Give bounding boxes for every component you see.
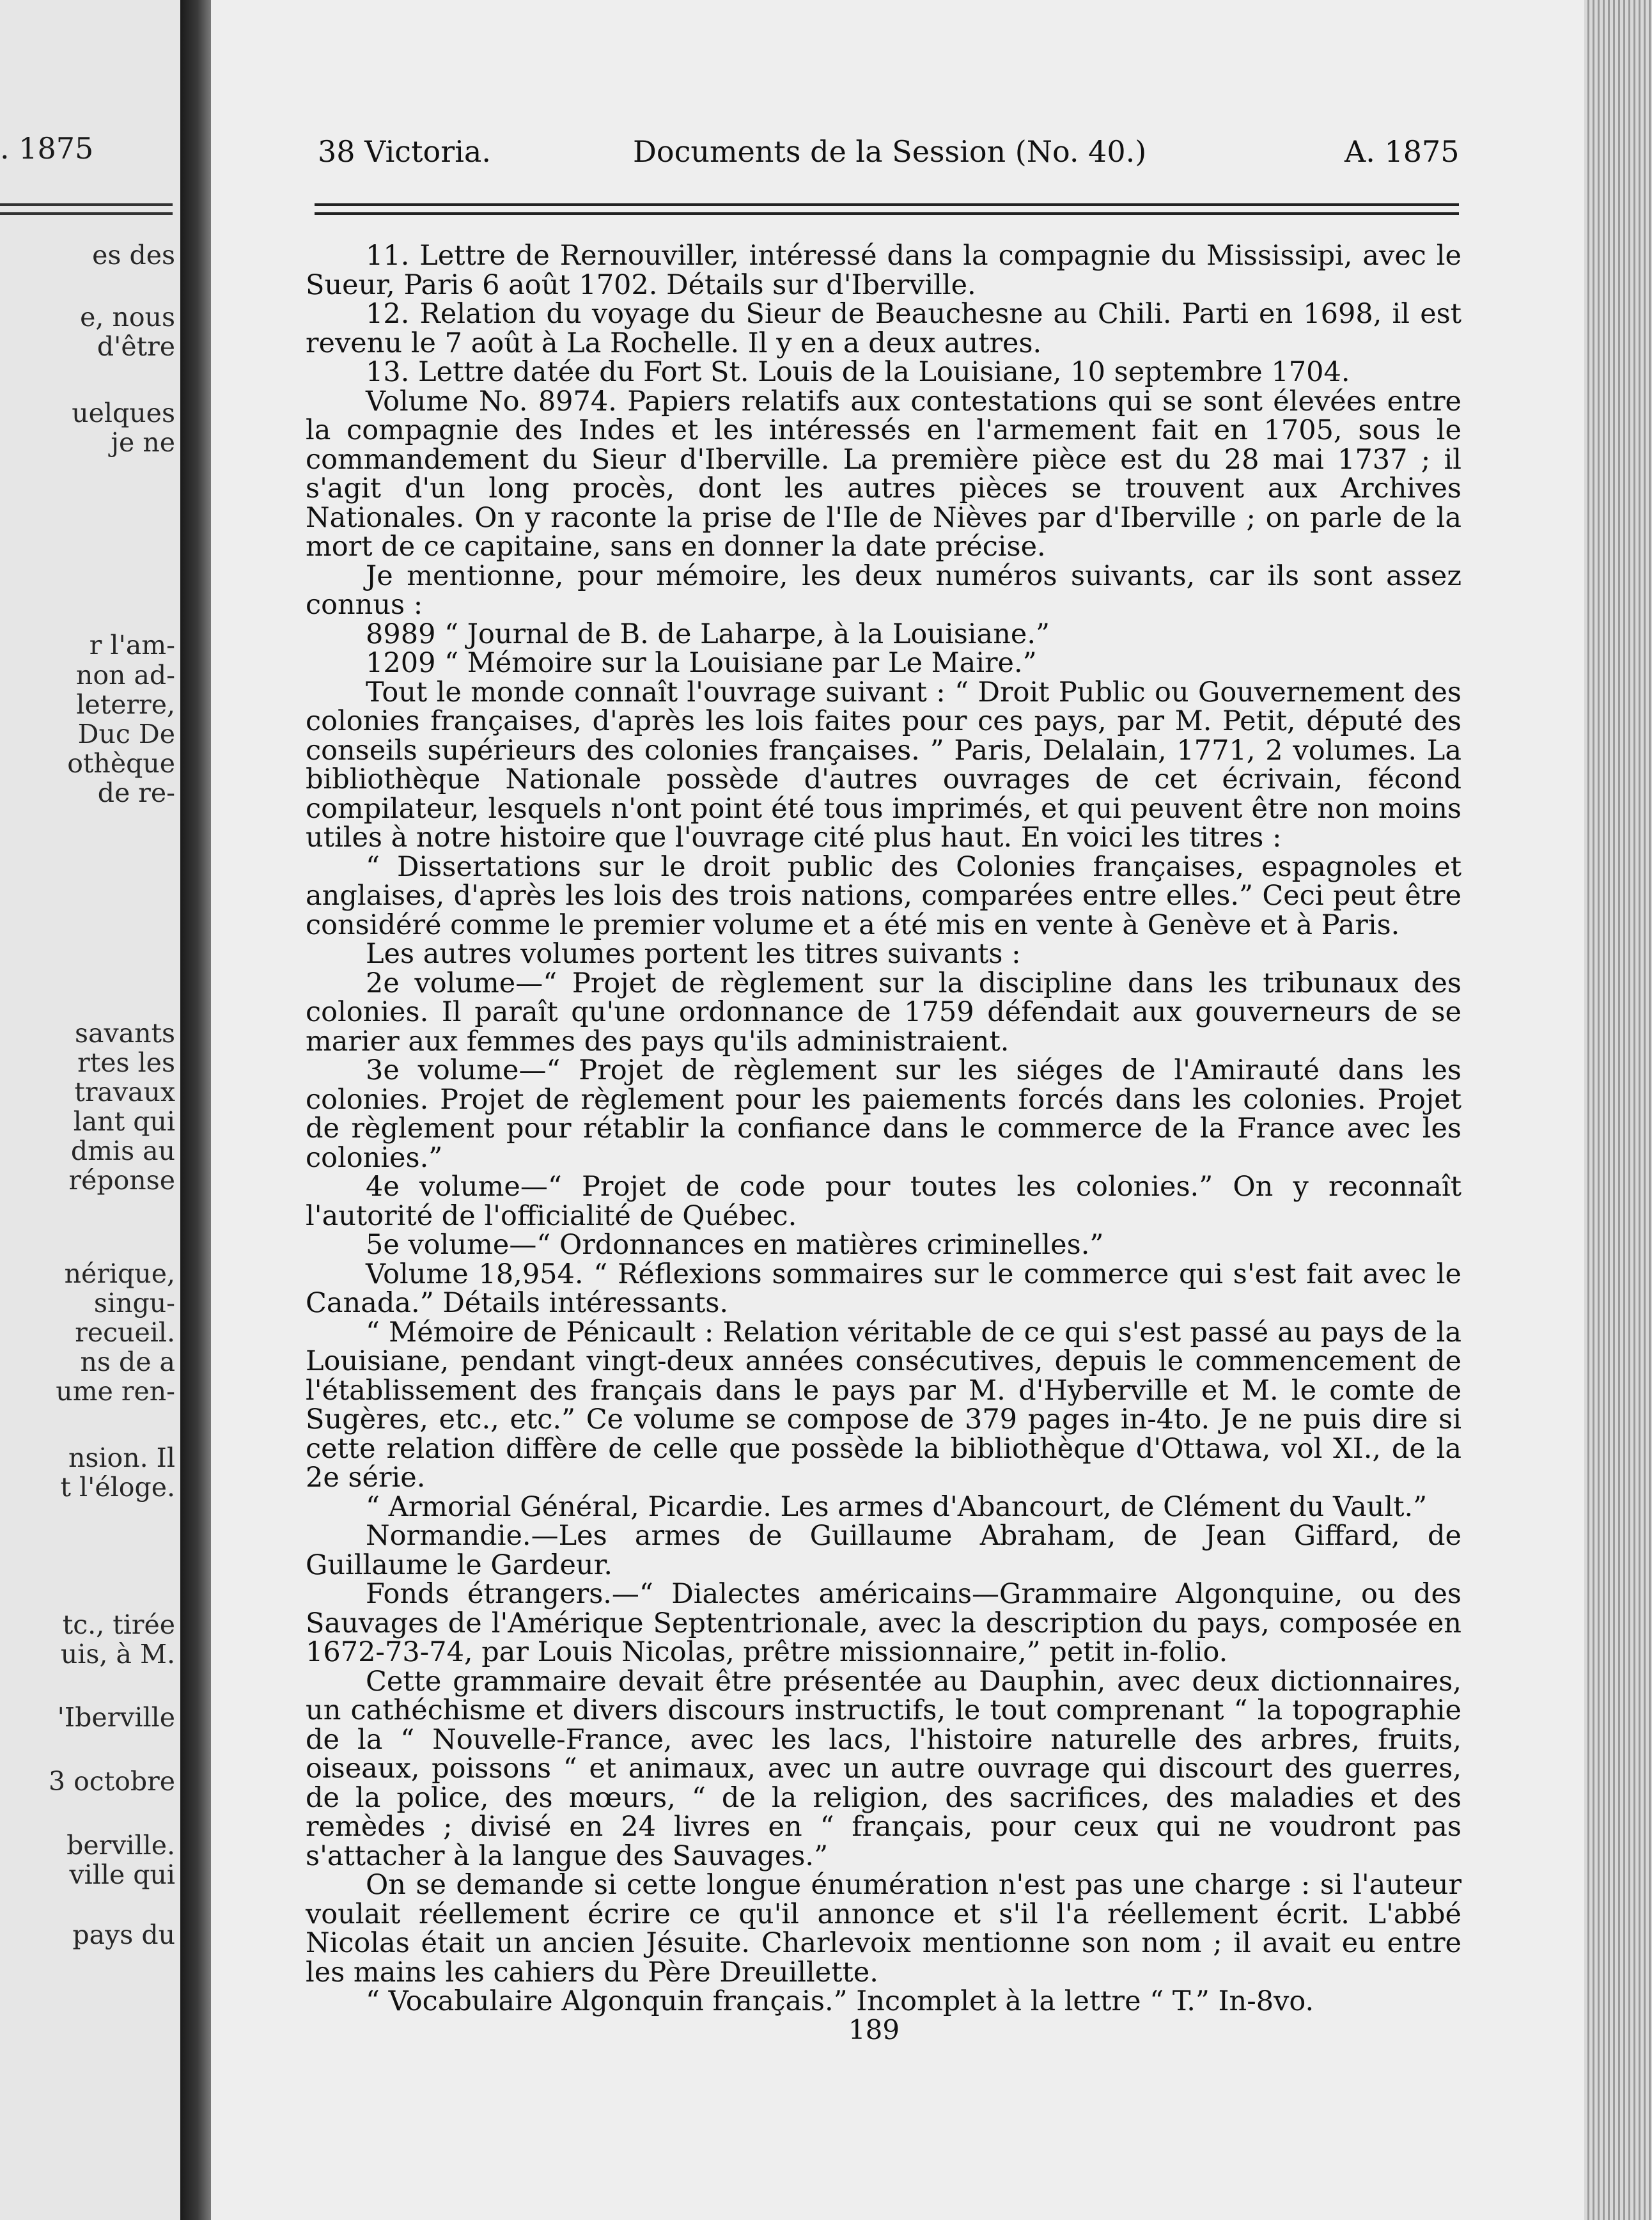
paragraph: Les autres volumes portent les titres suivants : <box>366 938 1021 970</box>
left-page-fragment: savants <box>74 1018 175 1049</box>
left-page-fragment: tc., tirée <box>62 1609 175 1640</box>
left-page-fragment: berville. <box>66 1830 175 1861</box>
left-page-fragment: non ad- <box>75 660 175 691</box>
paragraph: On se demande si cette longue énumération n'est pas une charge : si l'auteur voulait réellement écrire ce qu'il annonce et s'il l'a réellement écrit. L'abbé Nicolas était un ancien Jésuite. Charlevoix mentionne son nom ; il avait eu entre les mains les cahiers du Père Dreuillette. <box>306 1869 1461 1989</box>
left-page-fragment: othèque <box>67 748 175 779</box>
left-page-fragment: r l'am- <box>89 630 175 661</box>
left-page-fragment: uis, à M. <box>60 1639 175 1669</box>
left-page-rule <box>0 212 173 215</box>
left-page-header: . 1875 <box>0 131 94 166</box>
left-page-rule <box>0 203 173 206</box>
header-rule <box>315 203 1459 206</box>
left-page-fragment: dmis au <box>70 1136 175 1166</box>
left-page-fragment: singu- <box>93 1288 175 1318</box>
left-page-fragment: 'Iberville <box>57 1702 175 1733</box>
running-header-title: Documents de la Session (No. 40.) <box>633 134 1147 169</box>
book-gutter <box>180 0 211 2220</box>
left-page-fragment: de re- <box>97 778 175 808</box>
running-header-year: A. 1875 <box>1344 134 1460 169</box>
left-page-fragment: nérique, <box>64 1258 175 1289</box>
paragraph: “ Vocabulaire Algonquin français.” Incomplet à la lettre “ T.” In-8vo. <box>366 1985 1314 2017</box>
header-rule <box>315 212 1459 215</box>
left-page-fragment: t l'éloge. <box>60 1472 175 1503</box>
left-page-fragment: nsion. Il <box>68 1442 175 1473</box>
paragraph: 4e volume—“ Projet de code pour toutes les colonies.” On y reconnaît l'autorité de l'officialité de Québec. <box>306 1171 1461 1232</box>
body-text <box>306 242 1461 2017</box>
paragraph: Normandie.—Les armes de Guillaume Abraham, de Jean Giffard, de Guillaume le Gardeur. <box>306 1520 1461 1581</box>
paragraph: 13. Lettre datée du Fort St. Louis de la Louisiane, 10 septembre 1704. <box>366 356 1350 388</box>
paragraph: 5e volume—“ Ordonnances en matières criminelles.” <box>366 1229 1104 1261</box>
left-page-fragment: recueil. <box>75 1317 175 1348</box>
left-page-fragment: réponse <box>68 1165 175 1196</box>
paragraph: Volume 18,954. “ Réflexions sommaires sur le commerce qui s'est fait avec le Canada.” Détails intéressants. <box>306 1258 1461 1319</box>
left-page-fragment: 3 octobre <box>48 1766 175 1797</box>
paragraph: 12. Relation du voyage du Sieur de Beauchesne au Chili. Parti en 1698, il est revenu le 7 août à La Rochelle. Il y en a deux autres. <box>306 298 1461 359</box>
paragraph: Cette grammaire devait être présentée au Dauphin, avec deux dictionnaires, un cathéchisme et divers discours instructifs, le tout comprenant “ la topographie de la “ Nouvelle-France, avec les lacs, l'histoire naturelle des arbres, fruits, oiseaux, poissons “ et animaux, avec un autre ouvrage qui discourt des guerres, de la police, des mœurs, “ de la religion, des sacrifices, des maladies et des remèdes ; divisé en 24 livres en “ français, pour ceux qui ne voudront pas s'attacher à la langue des Sauvages.” <box>306 1665 1461 1872</box>
paragraph: “ Armorial Général, Picardie. Les armes d'Abancourt, de Clément du Vault.” <box>366 1490 1428 1523</box>
paragraph: Je mentionne, pour mémoire, les deux numéros suivants, car ils sont assez connus : <box>306 559 1461 621</box>
paragraph: “ Dissertations sur le droit public des Colonies françaises, espagnoles et anglaises, d'après les lois des trois nations, comparées entre elles.” Ceci peut être considéré comme le premier volume et a été mis en vente à Genève et à Paris. <box>306 850 1461 941</box>
left-page-fragment: rtes les <box>77 1047 175 1078</box>
left-page-fragment: pays du <box>72 1919 175 1950</box>
left-page-fragment: lant qui <box>73 1106 175 1137</box>
running-header-left: 38 Victoria. <box>318 134 491 169</box>
paragraph: 8989 “ Journal de B. de Laharpe, à la Louisiane.” <box>366 618 1050 650</box>
paragraph: 1209 “ Mémoire sur la Louisiane par Le Maire.” <box>366 647 1037 679</box>
left-page-fragment: travaux <box>74 1077 175 1107</box>
left-page-fragment: Duc De <box>77 719 175 749</box>
paragraph: Tout le monde connaît l'ouvrage suivant : “ Droit Public ou Gouvernement des colonies françaises, d'après les lois faites pour ces pays, par M. Petit, député des conseils supérieurs des colonies françaises. ” Paris, Delalain, 1771, 2 volumes. La bibliothèque Nationale possède d'autres ouvrages de cet écrivain, fécond compilateur, lesquels n'ont point été tous imprimés, et qui peuvent être non moins utiles à notre histoire que l'ouvrage cité plus haut. En voici les titres : <box>306 676 1461 854</box>
left-page-fragment: e, nous <box>80 302 175 332</box>
left-page-fragment: ville qui <box>69 1859 175 1890</box>
left-page-fragment: je ne <box>111 427 175 458</box>
paragraph: 3e volume—“ Projet de règlement sur les siéges de l'Amirauté dans les colonies. Projet de règlement pour les paiements forcés dans les colonies. Projet de règlement pour rétablir la confiance dans le commerce de la France avec les colonies.” <box>306 1054 1461 1174</box>
left-page-fragment: uelques <box>72 398 175 428</box>
page-edges <box>1584 0 1652 2220</box>
left-page-fragment: leterre, <box>76 689 175 720</box>
left-page-fragment: ns de a <box>80 1347 175 1377</box>
paragraph: Volume No. 8974. Papiers relatifs aux contestations qui se sont élevées entre la compagnie des Indes et les intéressés en l'armement fait en 1705, sous le commandement du Sieur d'Iberville. La première pièce est du 28 mai 1737 ; il s'agit d'un long procès, dont les autres pièces se trouvent aux Archives Nationales. On y raconte la prise de l'Ile de Nièves par d'Iberville ; on parle de la mort de ce capitaine, sans en donner la date précise. <box>306 385 1461 563</box>
paragraph: 2e volume—“ Projet de règlement sur la discipline dans les tribunaux des colonies. Il paraît qu'une ordonnance de 1759 défendait aux gouverneurs de se marier aux femmes des pays qu'ils administraient. <box>306 967 1461 1058</box>
paragraph: Fonds étrangers.—“ Dialectes américains—Grammaire Algonquine, ou des Sauvages de l'Amérique Septentrionale, avec la description du pays, composée en 1672-73-74, par Louis Nicolas, prêtre missionnaire,” petit in-folio. <box>306 1578 1461 1668</box>
left-page-fragment: es des <box>92 240 175 270</box>
left-facing-page <box>0 0 180 2220</box>
page-number: 189 <box>848 2014 900 2045</box>
paragraph: 11. Lettre de Rernouviller, intéressé dans la compagnie du Mississipi, avec le Sueur, Paris 6 août 1702. Détails sur d'Iberville. <box>306 240 1461 301</box>
left-page-fragment: ume ren- <box>56 1376 175 1407</box>
paragraph: “ Mémoire de Pénicault : Relation véritable de ce qui s'est passé au pays de la Louisiane, pendant vingt-deux années consécutives, depuis le commencement de l'établissement des français dans le pays par M. d'Hyberville et M. le comte de Sugères, etc., etc.” Ce volume se compose de 379 pages in-4to. Je ne puis dire si cette relation diffère de celle que possède la bibliothèque d'Ottawa, vol XI., de la 2e série. <box>306 1316 1461 1494</box>
left-page-fragment: d'être <box>97 331 175 362</box>
